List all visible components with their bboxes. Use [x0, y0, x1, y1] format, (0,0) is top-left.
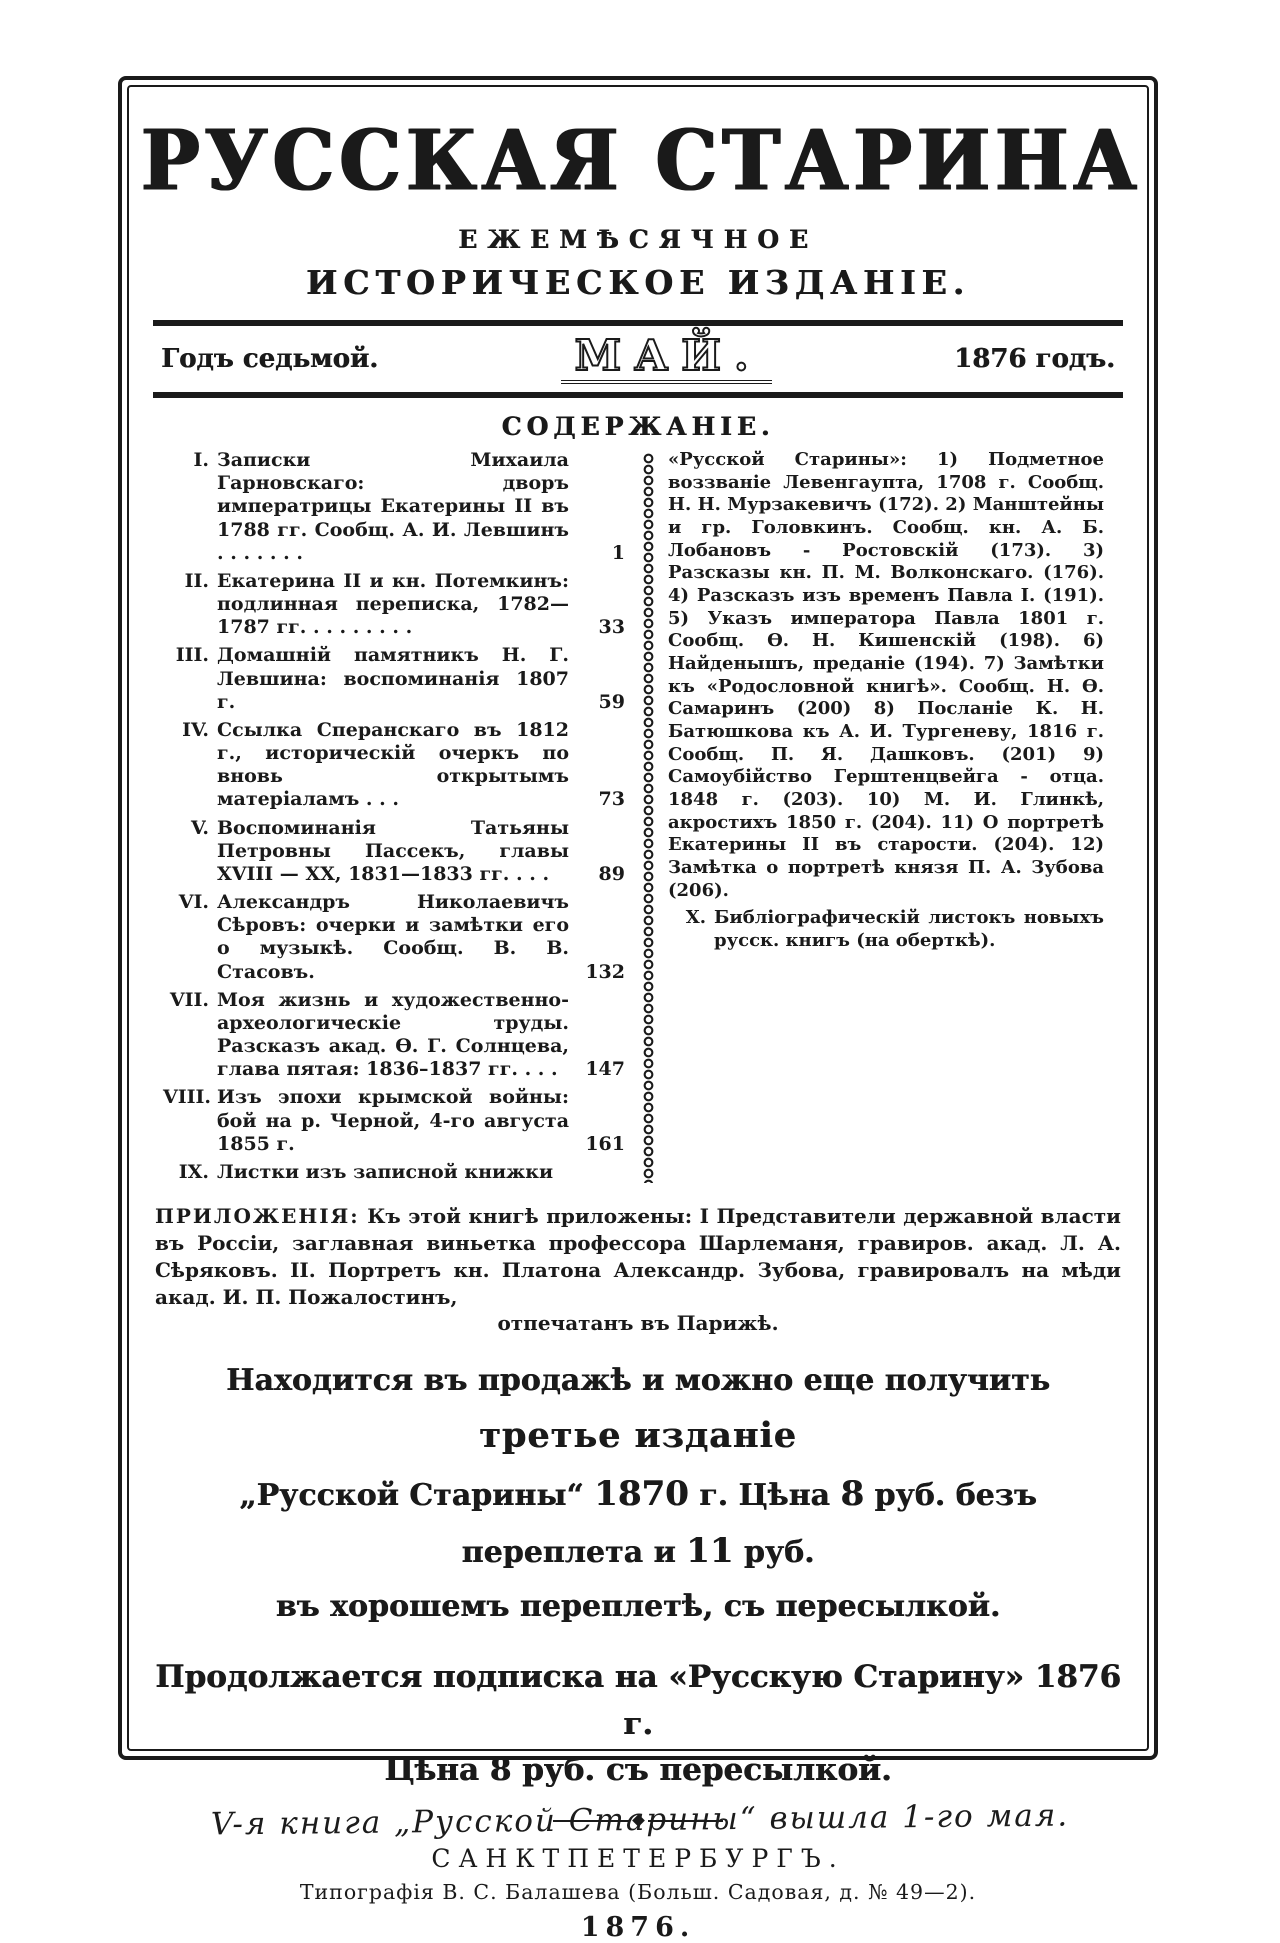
- month-cell: [378, 331, 954, 383]
- toc-right-column: [668, 449, 1104, 1189]
- subscription-notice: [151, 1654, 1125, 1794]
- toc-left-column: [163, 449, 625, 1189]
- toc-item-page: 33: [598, 616, 625, 639]
- toc-item-title: Моя жизнь и художественно-археологическіе труды. Разсказъ акад. Ѳ. Г. Солнцева, глава пятая: 1836–1837 гг. . . .: [217, 988, 569, 1081]
- toc-item-title: Листки изъ записной книжки: [217, 1160, 554, 1183]
- toc-item-number: VI.: [178, 891, 209, 914]
- sale-line2-text: г. Цѣна: [688, 1477, 841, 1513]
- toc-item: [163, 644, 625, 714]
- toc-item-title: Библіографическій листокъ новыхъ русск. книгъ (на оберткѣ).: [714, 907, 1104, 952]
- toc-item-number: X.: [685, 907, 706, 929]
- contents-heading: СОДЕРЖАНІЕ.: [501, 412, 775, 441]
- toc-item-page: 161: [585, 1132, 625, 1155]
- sale-line2-text: руб.: [733, 1535, 815, 1571]
- subscription-line1: Продолжается подписка на «Русскую Старину» 1876 г.: [155, 1659, 1121, 1742]
- year-label: 1876 годъ.: [953, 344, 1115, 374]
- toc-item-title: Записки Михаила Гарновскаго: дворъ императрицы Екатерины II въ 1788 гг. Сообщ. А. И. Левшинъ . . . . . . .: [217, 449, 569, 564]
- appendix-text: Къ этой книгѣ приложены: I Представители державной власти въ Россіи, заглавная виньетка профессора Шарлеманя, гравиров. акад. Л. А. Сѣряковъ. II. Портретъ кн. Платона Александр. Зубова, гравировалъ на мѣди акад. И. П. Пожалостинъ,: [155, 1204, 1121, 1310]
- toc-item: [163, 1161, 625, 1184]
- date-band: [161, 331, 1115, 384]
- sale-notice-line3: въ хорошемъ переплетѣ, съ пересылкой.: [275, 1589, 1001, 1625]
- sale-notice: [151, 1355, 1125, 1632]
- toc-item-page: 147: [585, 1058, 625, 1081]
- column-divider-chain-ornament: [642, 453, 655, 1183]
- toc-item-number: V.: [190, 816, 209, 839]
- sale-line2-text: „Русской Старины“: [239, 1477, 595, 1513]
- toc-item: [163, 449, 625, 565]
- appendix-label: ПРИЛОЖЕНІЯ:: [155, 1204, 360, 1229]
- toc-item-page: 132: [585, 960, 625, 983]
- toc-item-page: 1: [611, 541, 625, 564]
- toc-item-number: IV.: [182, 718, 209, 741]
- toc-item: [668, 907, 1104, 952]
- toc-item-number: IX.: [178, 1160, 209, 1183]
- toc-item: [163, 719, 625, 812]
- masthead-title: РУССКАЯ СТАРИНА: [141, 111, 1142, 210]
- toc-item-number: VII.: [169, 988, 209, 1011]
- imprint-printer: Типографія В. С. Балашева (Больш. Садовая, д. № 49—2).: [299, 1879, 977, 1904]
- sale-line2-price: 11: [686, 1531, 734, 1572]
- toc-item-page: 59: [598, 690, 625, 713]
- toc-item-page: 89: [598, 862, 625, 885]
- toc-item-number: I.: [193, 449, 209, 471]
- toc-item-number: III.: [175, 644, 209, 667]
- double-rule-bottom: [153, 392, 1123, 398]
- sale-line1-emphasis: третье изданіе: [479, 1415, 797, 1457]
- toc-item: [163, 817, 625, 887]
- masthead-subtitle-frequency: ЕЖЕМѢСЯЧНОЕ: [458, 225, 818, 254]
- toc-item-ix-continuation: «Русской Старины»: 1) Подметное воззваніе Левенгаупта, 1708 г. Сообщ. Н. Н. Мурзакевичъ (172). 2) Манштейны и гр. Головкинъ. Сообщ. кн. А. Б. Лобановъ - Ростовскій (173). 3) Разсказы кн. П. М. Волконскаго. (176). 4) Разсказъ изъ временъ Павла I. (191). 5) Указъ императора Павла 1801 г. Сообщ. Ѳ. Н. Кишенскій (198). 6) Найденышъ, преданіе (194). 7) Замѣтки къ «Родословной книгѣ». Сообщ. Н. Ѳ. Самаринъ (200) 8) Посланіе К. Н. Батюшкова къ А. И. Тургеневу, 1816 г. Сообщ. П. Я. Дашковъ. (201) 9) Самоубійство Герштенцвейга - отца. 1848 г. (203). 10) М. И. Глинкѣ, акростихъ 1850 г. (204). 11) О портретѣ Екатерины II въ старости. (204). 12) Замѣтка о портретѣ князя П. А. Зубова (206).: [668, 449, 1104, 901]
- subscription-line2: Цѣна 8 руб. съ пересылкой.: [384, 1752, 892, 1789]
- toc-item-number: II.: [184, 569, 209, 592]
- toc-item: [163, 891, 625, 984]
- handwritten-note: V-я книга „Русской Старины“ вышла 1-го мая.: [210, 1797, 1070, 1843]
- toc-item-title: Воспоминанія Татьяны Петровны Пассекъ, главы XVIII — XX, 1831—1833 гг. . . .: [217, 816, 569, 885]
- edition-year-label: Годъ седьмой.: [161, 344, 379, 374]
- month-label: МАЙ.: [561, 334, 772, 383]
- toc-item-title: Изъ эпохи крымской войны: бой на р. Черной, 4-го августа 1855 г.: [217, 1086, 569, 1155]
- sale-line2-price: 8: [840, 1473, 864, 1514]
- appendix-last-line: отпечатанъ въ Парижѣ.: [497, 1311, 779, 1336]
- sale-line2-text: руб. безъ переплета и: [461, 1477, 1037, 1571]
- double-rule-top: [153, 320, 1123, 326]
- toc-item-number: VIII.: [163, 1086, 212, 1109]
- toc-item: [163, 989, 625, 1082]
- toc-item: [163, 570, 625, 640]
- masthead-subtitle-type: ИСТОРИЧЕСКОЕ ИЗДАНІЕ.: [305, 263, 971, 302]
- toc-item-title: Александръ Николаевичъ Сѣровъ: очерки и замѣтки его о музыкѣ. Сообщ. В. В. Стасовъ.: [217, 891, 569, 983]
- appendix-paragraph: [155, 1203, 1121, 1311]
- sale-line2-year: 1870: [594, 1473, 689, 1514]
- toc-item-page: 73: [598, 788, 625, 811]
- imprint-year: 1876.: [580, 1911, 696, 1943]
- toc-item: [163, 1086, 625, 1156]
- sale-line1-text: Находится въ продажѣ и можно еще получить: [226, 1363, 1050, 1399]
- sale-notice-line1: [151, 1355, 1125, 1466]
- sale-notice-line2: [151, 1466, 1125, 1582]
- toc-item-title: Ссылка Сперанскаго въ 1812 г., историческій очеркъ по вновь открытымъ матеріаламъ . . .: [217, 718, 569, 811]
- toc-item-title: Екатерина II и кн. Потемкинъ: подлинная переписка, 1782—1787 гг. . . . . . . . .: [217, 569, 569, 639]
- toc-item-title: Домашній памятникъ Н. Г. Левшина: воспоминанія 1807 г.: [217, 644, 569, 713]
- imprint-city: САНКТПЕТЕРБУРГЪ.: [431, 1843, 845, 1873]
- table-of-contents: [163, 449, 1125, 1189]
